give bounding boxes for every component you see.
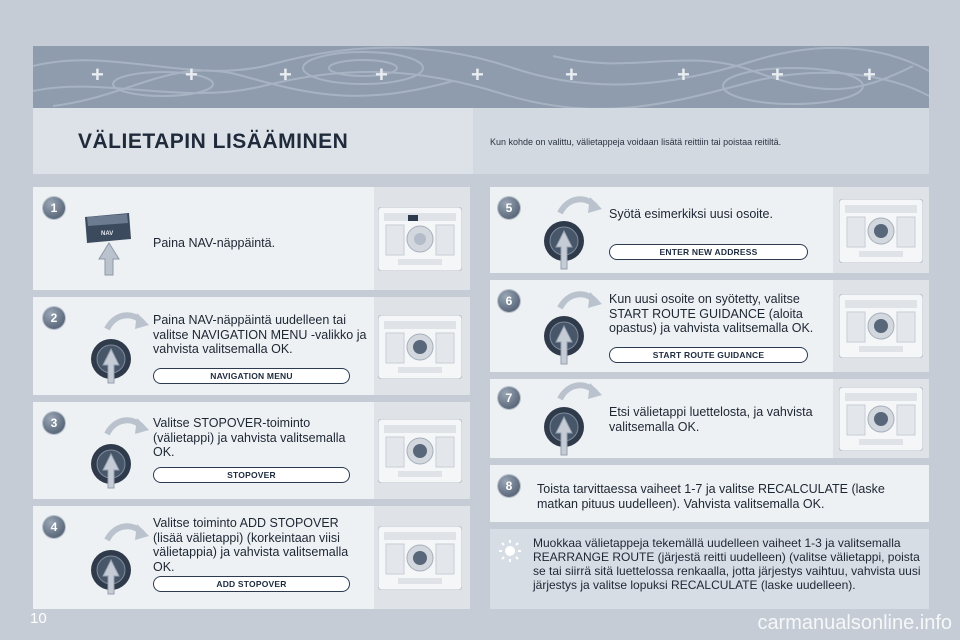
step-card-5: [490, 187, 929, 273]
rotary-knob-icon: [540, 191, 606, 273]
step-number-badge: 7: [498, 387, 520, 409]
step-card-3: [33, 402, 470, 499]
step-card-6: [490, 280, 929, 372]
step-text: Toista tarvittaessa vaiheet 1-7 ja valitse RECALCULATE (laske matkan pituus uudelleen). Vahvista valitsemalla OK.: [537, 482, 885, 511]
plus-icon: +: [471, 62, 484, 87]
rotary-knob-icon: [87, 518, 153, 598]
nav-key-icon: [79, 209, 139, 279]
plus-icon: +: [677, 62, 690, 87]
add-stopover-button[interactable]: ADD STOPOVER: [153, 576, 350, 592]
step-number-badge: 8: [498, 475, 520, 497]
step-number-badge: 3: [43, 412, 65, 434]
tip-text: Muokkaa välietappeja tekemällä uudelleen vaiheet 1-3 ja valitsemalla REARRANGE ROUTE (järjestä reitti uudelleen) (valitse välietappi, poista se tai siirrä sitä luettelossa renkaalla, jotta järjestys vaihtuu, vahvista uusi järjestys ja valitse lopuksi RECALCULATE (laske uudelleen).: [533, 536, 921, 592]
rotary-knob-icon: [87, 412, 153, 492]
radio-panel-icon: [378, 207, 462, 271]
rotary-knob-icon: [87, 307, 153, 387]
navigation-menu-button[interactable]: NAVIGATION MENU: [153, 368, 350, 384]
step-card-7: [490, 379, 929, 458]
step-number-badge: 2: [43, 307, 65, 329]
tip-card: [490, 529, 929, 609]
step-card-2: [33, 297, 470, 395]
radio-panel-icon: [378, 315, 462, 379]
step-card-8: [490, 465, 929, 522]
step-text: Kun uusi osoite on syötetty, valitse START ROUTE GUIDANCE (aloita opastus) ja vahvista valitsemalla OK.: [609, 292, 814, 335]
intro-text: Kun kohde on valittu, välietappeja voidaan lisätä reittiin tai poistaa reitiltä.: [490, 137, 782, 147]
rotary-knob-icon: [540, 379, 606, 458]
svg-text:NAV: NAV: [101, 231, 114, 237]
plus-icon: +: [185, 62, 198, 87]
step-number-badge: 4: [43, 516, 65, 538]
start-route-guidance-button[interactable]: START ROUTE GUIDANCE: [609, 347, 808, 363]
watermark: carmanualsonline.info: [757, 612, 952, 634]
plus-icon: +: [565, 62, 578, 87]
plus-icon: +: [375, 62, 388, 87]
plus-icon: +: [863, 62, 876, 87]
step-text: Valitse STOPOVER-toiminto (välietappi) ja vahvista valitsemalla OK.: [153, 416, 346, 459]
header-banner: [33, 46, 929, 174]
radio-panel-icon: [378, 526, 462, 590]
page-title: VÄLIETAPIN LISÄÄMINEN: [78, 130, 349, 153]
stopover-button[interactable]: STOPOVER: [153, 467, 350, 483]
step-text: Syötä esimerkiksi uusi osoite.: [609, 207, 773, 221]
enter-new-address-button[interactable]: ENTER NEW ADDRESS: [609, 244, 808, 260]
step-number-badge: 6: [498, 290, 520, 312]
radio-panel-icon: [378, 419, 462, 483]
plus-icon: +: [771, 62, 784, 87]
step-text: Paina NAV-näppäintä.: [153, 236, 276, 250]
plus-icon: +: [279, 62, 292, 87]
step-number-badge: 1: [43, 197, 65, 219]
step-text: Valitse toiminto ADD STOPOVER (lisää välietappi) (korkeintaan viisi välietappia) ja vahvista valitsemalla OK.: [153, 516, 349, 574]
plus-icon: +: [91, 62, 104, 87]
radio-panel-icon: [839, 294, 923, 358]
rotary-knob-icon: [540, 286, 606, 368]
step-card-1: [33, 187, 470, 290]
sun-tip-icon: [498, 539, 522, 563]
step-text: Paina NAV-näppäintä uudelleen tai valitse NAVIGATION MENU -valikko ja vahvista valitsemalla OK.: [153, 313, 367, 356]
radio-panel-icon: [839, 199, 923, 263]
page-number: 10: [30, 610, 47, 627]
radio-panel-icon: [839, 387, 923, 451]
step-text: Etsi välietappi luettelosta, ja vahvista valitsemalla OK.: [609, 405, 813, 434]
step-card-4: [33, 506, 470, 609]
step-number-badge: 5: [498, 197, 520, 219]
